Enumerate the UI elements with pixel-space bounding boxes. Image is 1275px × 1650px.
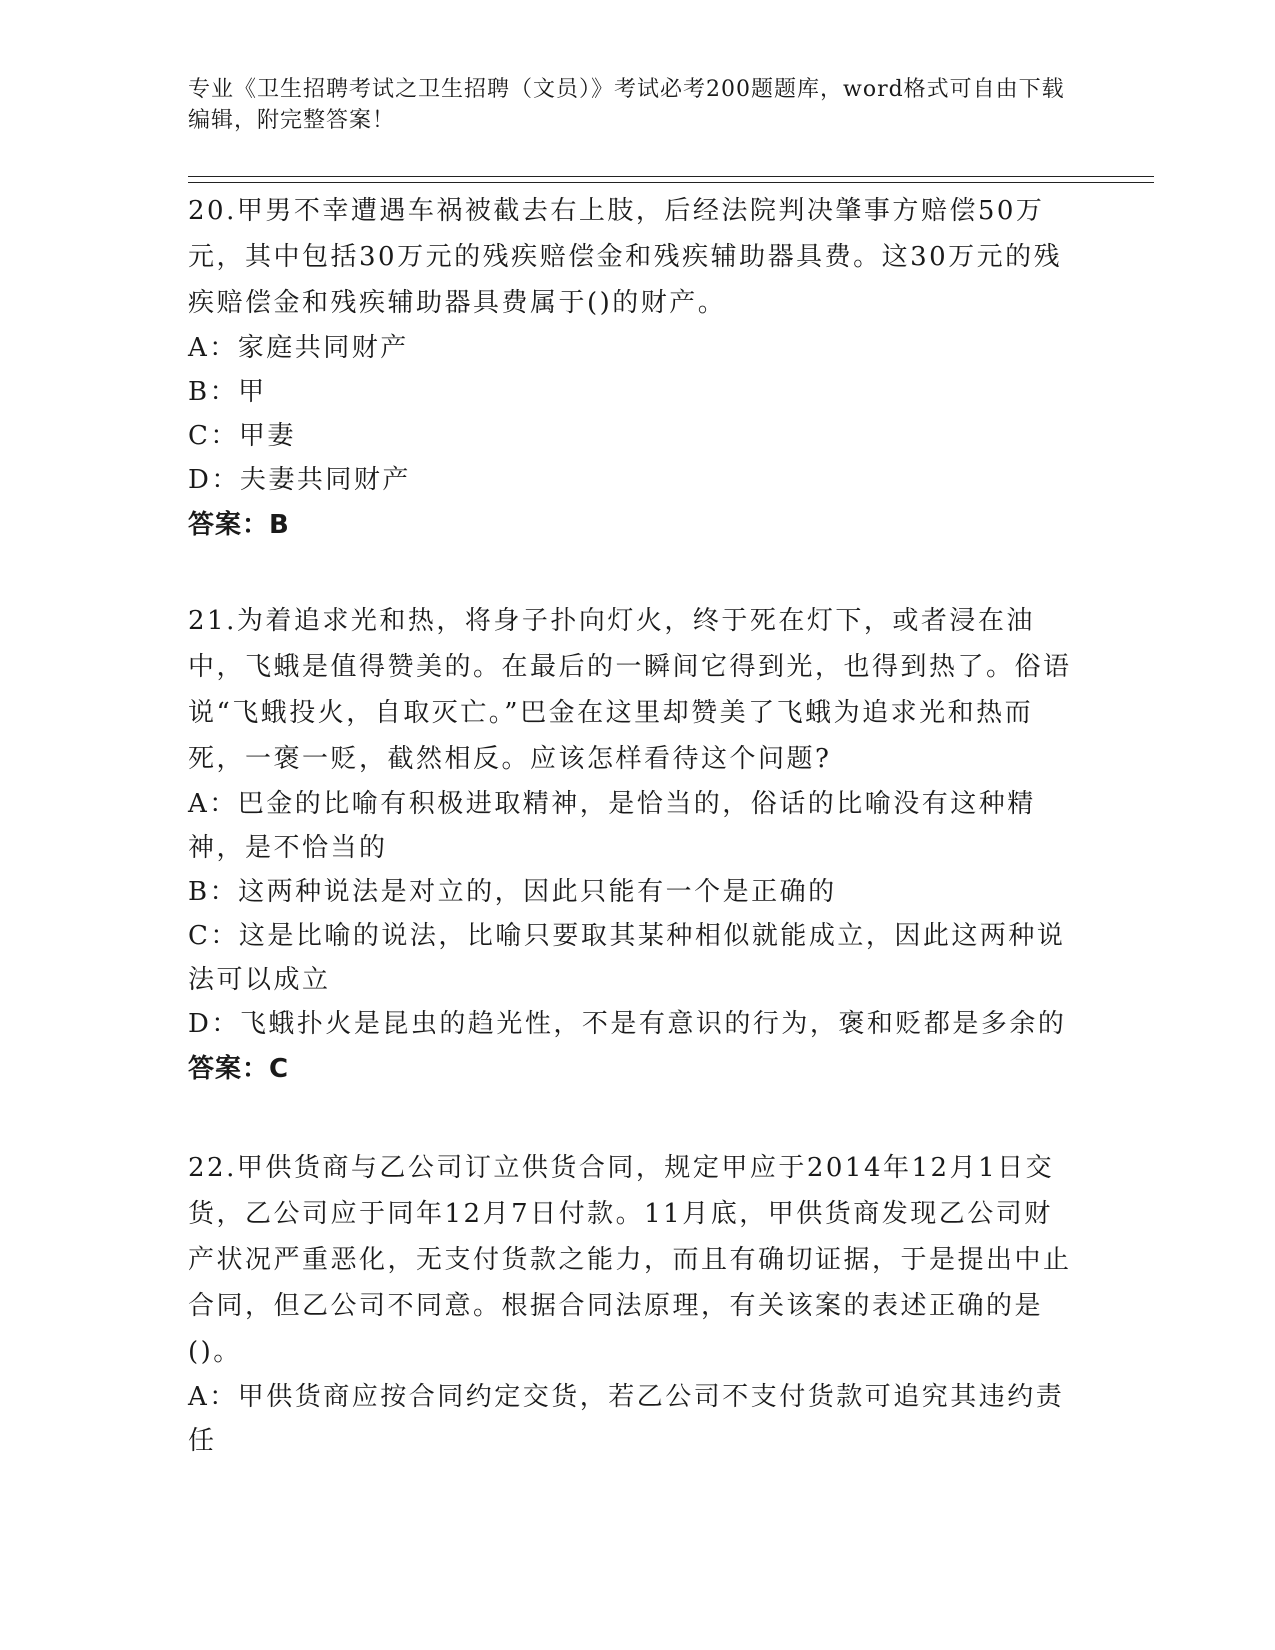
question-22 [188,1145,1076,1463]
option-b: B：甲 [188,377,267,407]
option-c: C：这是比喻的说法，比喻只要取其某种相似就能成立，因此这两种说法可以成立 [188,921,1066,995]
header-divider-bottom [188,182,1154,183]
question-21 [188,598,1076,1092]
answer: 答案：C [188,1054,290,1084]
option-d: D：飞蛾扑火是昆虫的趋光性，不是有意识的行为，褒和贬都是多余的 [188,1009,1067,1039]
document-header: 专业《卫生招聘考试之卫生招聘（文员）》考试必考200题题库，word格式可自由下载编辑，附完整答案！ [188,77,1065,133]
question-text: 21.为着追求光和热，将身子扑向灯火，终于死在灯下，或者浸在油中，飞蛾是值得赞美的。在最后的一瞬间它得到光，也得到热了。俗语说“飞蛾投火，自取灭亡。”巴金在这里却赞美了飞蛾为追求光和热而死，一褒一贬，截然相反。应该怎样看待这个问题? [188,606,1072,774]
option-a: A：家庭共同财产 [188,333,409,363]
question-text: 20.甲男不幸遭遇车祸被截去右上肢，后经法院判决肇事方赔偿50万元，其中包括30万元的残疾赔偿金和残疾辅助器具费。这30万元的残疾赔偿金和残疾辅助器具费属于()的财产。 [188,196,1063,318]
header-divider-top [188,176,1154,177]
question-text: 22.甲供货商与乙公司订立供货合同，规定甲应于2014年12月1日交货，乙公司应于同年12月7日付款。11月底，甲供货商发现乙公司财产状况严重恶化，无支付货款之能力，而且有确切证据，于是提出中止合同，但乙公司不同意。根据合同法原理，有关该案的表述正确的是()。 [188,1153,1072,1367]
answer: 答案：B [188,510,290,540]
option-d: D：夫妻共同财产 [188,465,411,495]
option-a: A：巴金的比喻有积极进取精神，是恰当的，俗话的比喻没有这种精神，是不恰当的 [188,789,1036,863]
option-c: C：甲妻 [188,421,296,451]
question-20 [188,188,1076,548]
option-b: B：这两种说法是对立的，因此只能有一个是正确的 [188,877,837,907]
option-a: A：甲供货商应按合同约定交货，若乙公司不支付货款可追究其违约责任 [188,1382,1065,1456]
